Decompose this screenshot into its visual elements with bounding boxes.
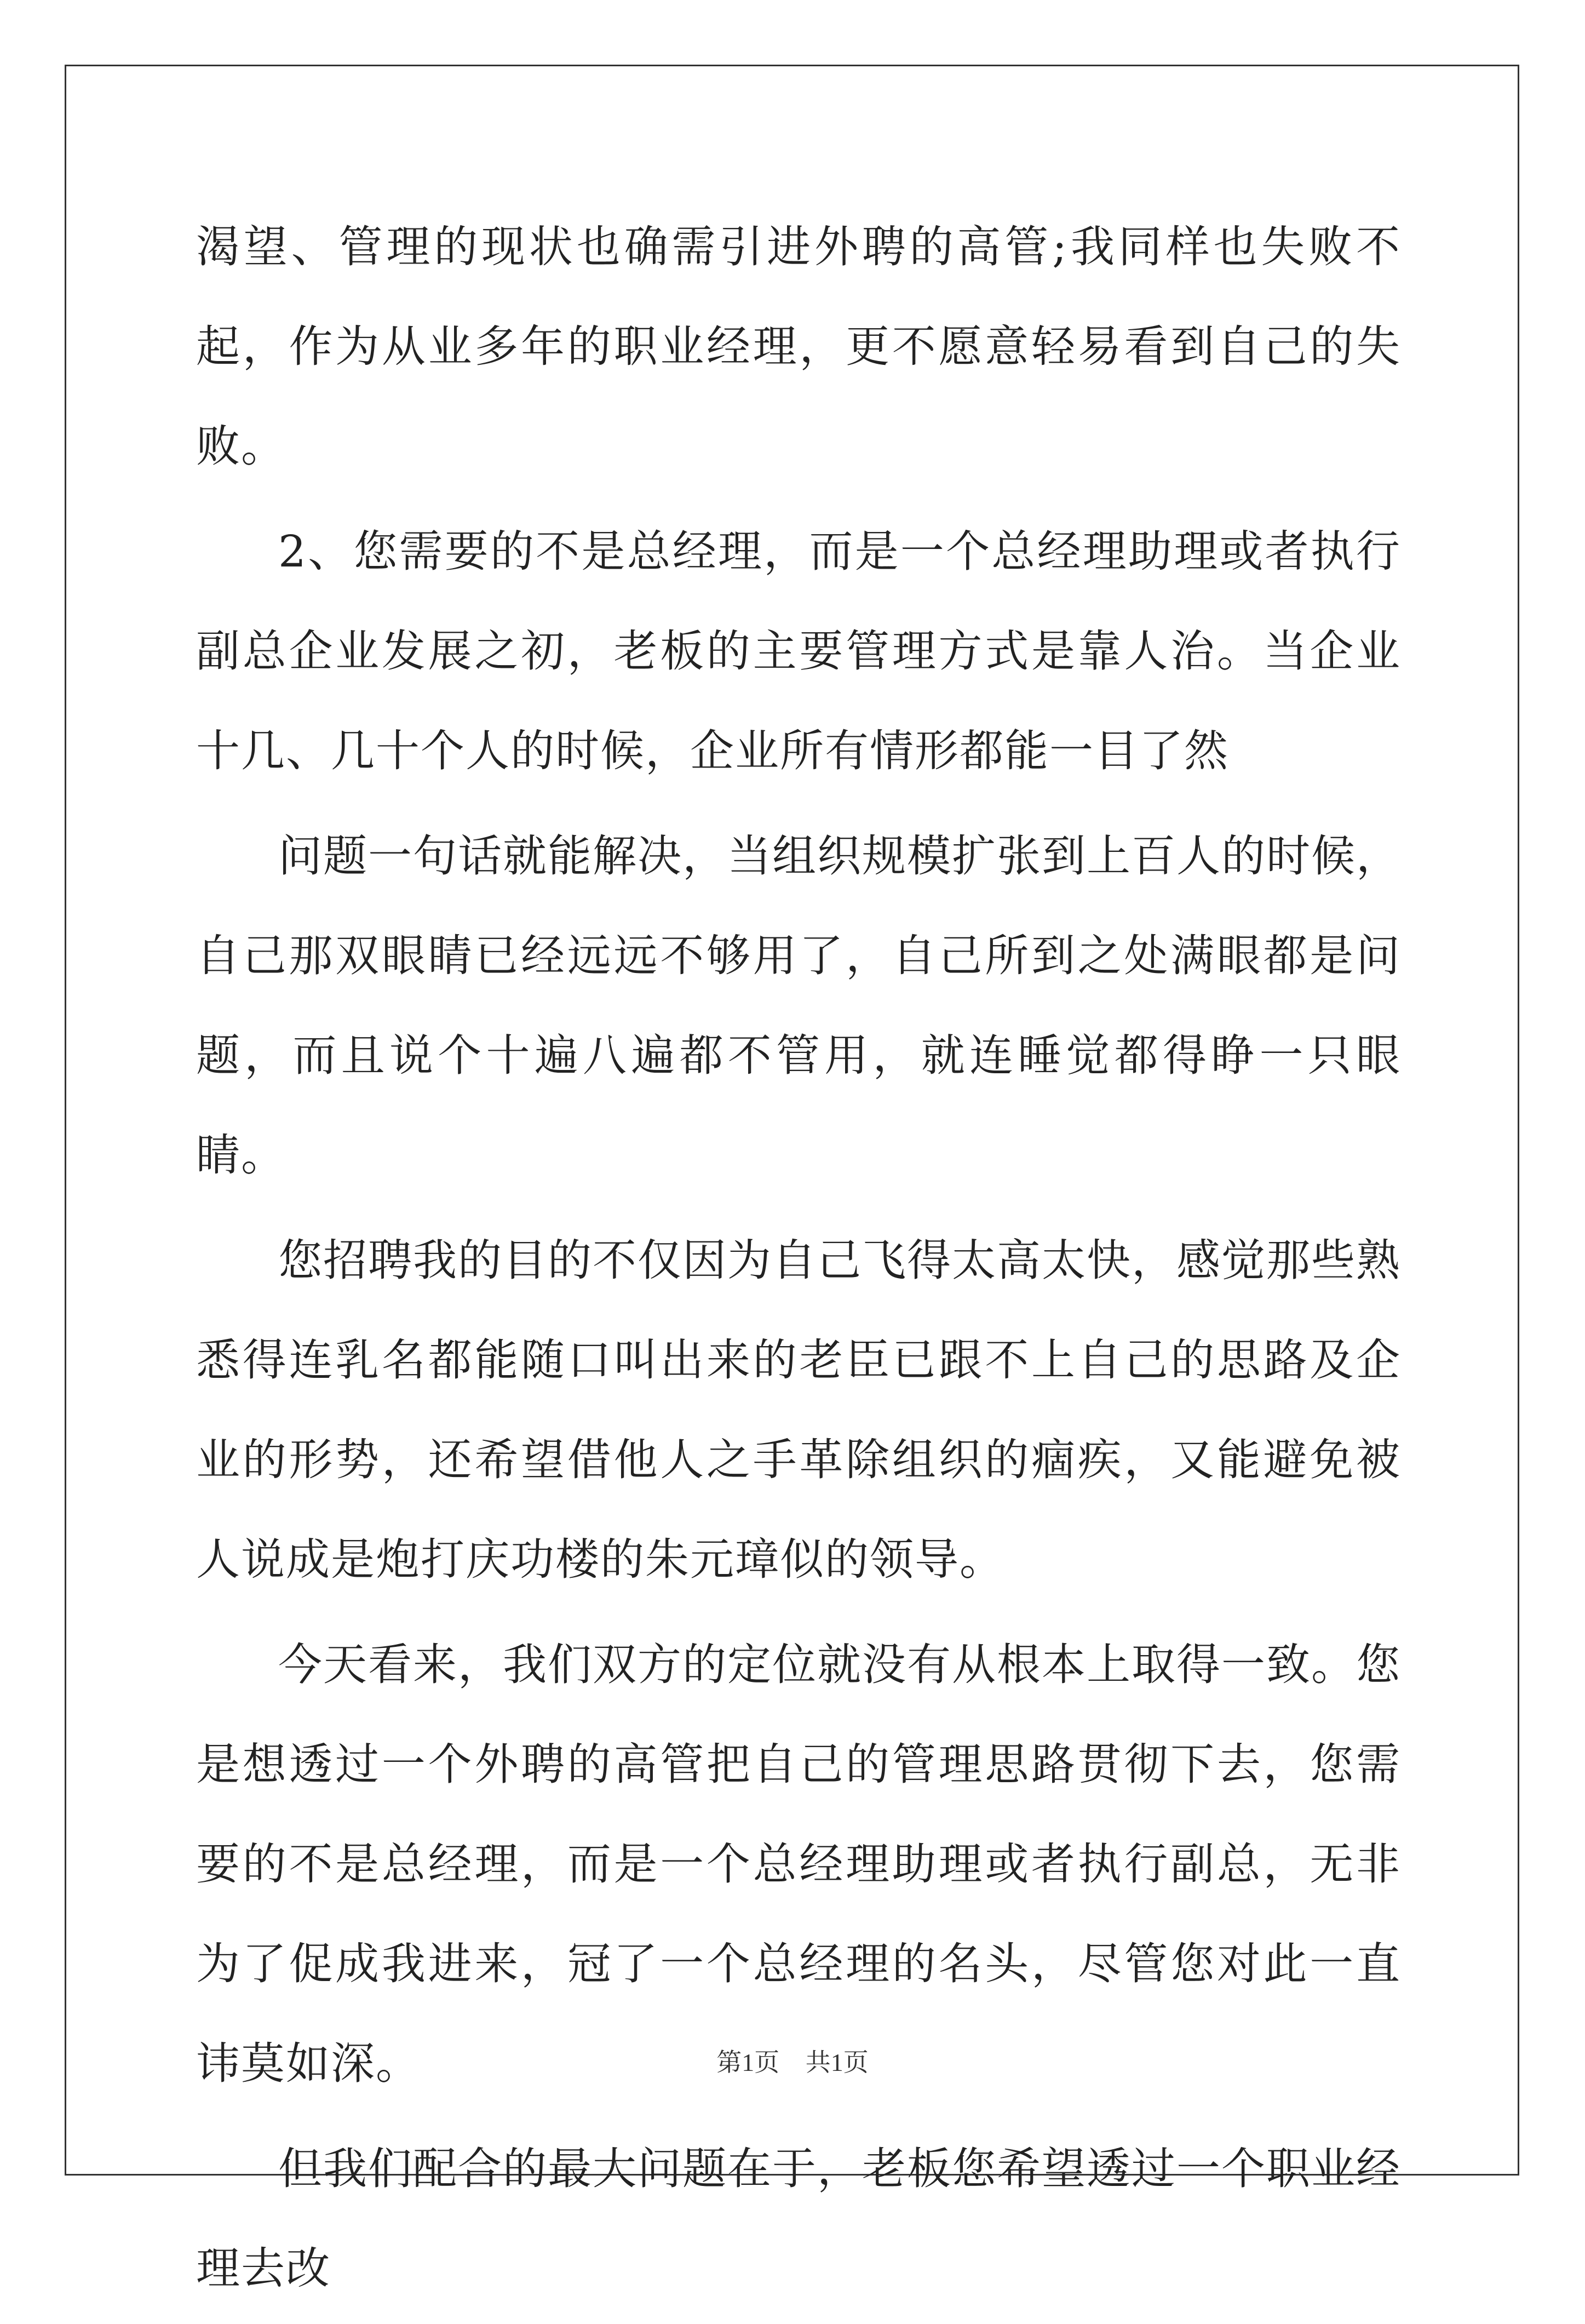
document-body — [196, 197, 1401, 2324]
page-number-current: 第1页 — [716, 2048, 780, 2076]
page-number-total: 共1页 — [805, 2048, 869, 2076]
paragraph-1: 渴望、管理的现状也确需引进外聘的高管;我同样也失败不起，作为从业多年的职业经理，更不愿意轻易看到自己的失败。 — [196, 221, 1401, 472]
page-footer — [0, 2042, 1585, 2079]
paragraph-6: 但我们配合的最大问题在于，老板您希望透过一个职业经理去改 — [196, 2143, 1401, 2294]
paragraph-4: 您招聘我的目的不仅因为自己飞得太高太快，感觉那些熟悉得连乳名都能随口叫出来的老臣已跟不上自己的思路及企业的形势，还希望借他人之手革除组织的痼疾，又能避免被人说成是炮打庆功楼的朱元璋似的领导。 — [196, 1235, 1401, 1585]
paragraph-5: 今天看来，我们双方的定位就没有从根本上取得一致。您是想透过一个外聘的高管把自己的管理思路贯彻下去，您需要的不是总经理，而是一个总经理助理或者执行副总，无非为了促成我进来，冠了一个总经理的名头，尽管您对此一直讳莫如深。 — [196, 1639, 1401, 2089]
paragraph-3: 问题一句话就能解决，当组织规模扩张到上百人的时候，自己那双眼睛已经远远不够用了，自己所到之处满眼都是问题，而且说个十遍八遍都不管用，就连睡觉都得睁一只眼睛。 — [196, 831, 1401, 1181]
paragraph-2: 2、您需要的不是总经理，而是一个总经理助理或者执行副总企业发展之初，老板的主要管理方式是靠人治。当企业十几、几十个人的时候，企业所有情形都能一目了然 — [196, 526, 1401, 776]
